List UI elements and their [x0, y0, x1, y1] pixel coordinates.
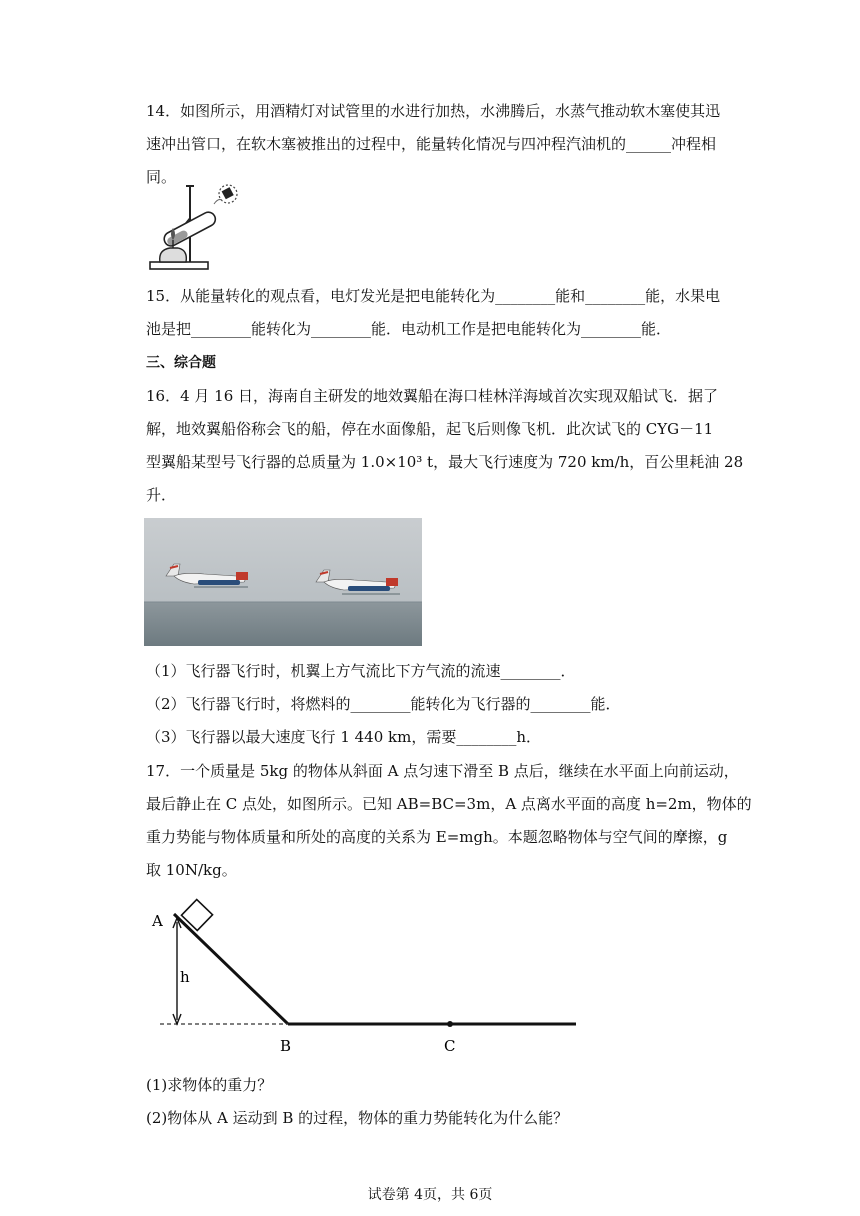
section-heading: 三、综合题: [146, 355, 216, 371]
q14-line3: 同。: [146, 168, 177, 186]
q16-line4: 升．: [146, 486, 177, 504]
test-tube-heating-figure: [148, 178, 248, 272]
q17-line1: 17．一个质量是 5kg 的物体从斜面 A 点匀速下滑至 B 点后，继续在水平面上向前运动，: [146, 762, 739, 780]
label-a: A: [152, 912, 163, 930]
q16-line3: 型翼船某型号飞行器的总质量为 1.0×10³ t，最大飞行速度为 720 km/h，百公里耗油 28: [146, 453, 744, 471]
label-b: B: [280, 1037, 292, 1055]
q17-sub1: (1)求物体的重力？: [146, 1076, 273, 1094]
q16-sub3: （3）飞行器以最大速度飞行 1 440 km，需要________h．: [146, 728, 541, 746]
q15-line1: 15．从能量转化的观点看，电灯发光是把电能转化为________能和________能，水果电: [146, 287, 721, 305]
q16-sub2: （2）飞行器飞行时，将燃料的________能转化为飞行器的________能．: [146, 695, 621, 713]
q17-line4: 取 10N/kg。: [146, 861, 237, 879]
q17-line3: 重力势能与物体质量和所处的高度的关系为 E=mgh。本题忽略物体与空气间的摩擦，g: [146, 828, 728, 846]
q14-line1: 14．如图所示，用酒精灯对试管里的水进行加热，水沸腾后，水蒸气推动软木塞使其迅: [146, 102, 721, 120]
point-c-dot: [447, 1021, 453, 1027]
q16-line2: 解，地效翼船俗称会飞的船，停在水面像船，起飞后则像飞机．此次试飞的 CYG－11: [146, 420, 714, 438]
q17-line2: 最后静止在 C 点处，如图所示。已知 AB=BC=3m，A 点离水平面的高度 h=2m，物体的: [146, 795, 752, 813]
wig-craft-photo: [144, 518, 422, 646]
q17-sub2: (2)物体从 A 运动到 B 的过程，物体的重力势能转化为什么能？: [146, 1109, 569, 1127]
label-h: h: [180, 968, 190, 986]
q15-line2: 池是把________能转化为________能．电动机工作是把电能转化为________能．: [146, 320, 672, 338]
label-c: C: [444, 1037, 456, 1055]
incline-line: [174, 914, 288, 1024]
q14-line2: 速冲出管口，在软木塞被推出的过程中，能量转化情况与四冲程汽油机的______冲程相: [146, 135, 717, 153]
q16-line1: 16．4 月 16 日，海南自主研发的地效翼船在海口桂林洋海域首次实现双船试飞．据了: [146, 387, 719, 405]
q16-sub1: （1）飞行器飞行时，机翼上方气流比下方气流的流速________．: [146, 662, 576, 680]
page-footer: 试卷第 4页，共 6页: [367, 1187, 493, 1203]
incline-diagram: [146, 896, 578, 1060]
